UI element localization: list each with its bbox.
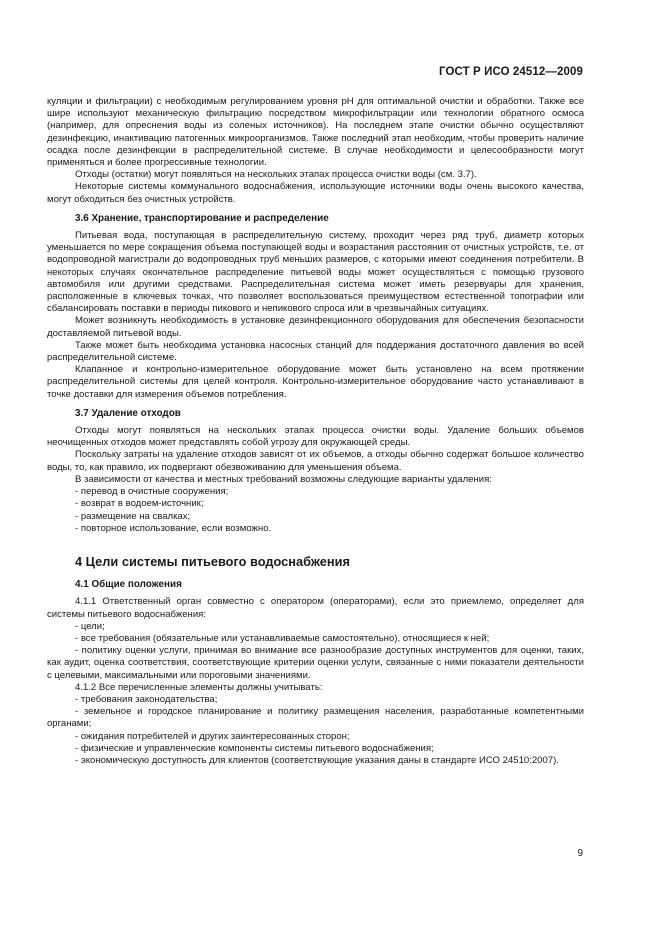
paragraph: 4.1.2 Все перечисленные элементы должны учитывать:: [75, 681, 323, 693]
page-number: 9: [577, 848, 583, 859]
paragraph: Может возникнуть необходимость в установке дезинфекционного оборудования для обеспечения безопасности доставляемой питьевой воды.: [47, 315, 584, 339]
paragraph: Некоторые системы коммунального водоснабжения, использующие источники воды очень высокого качества, могут обходиться без очистных устройств.: [47, 181, 584, 205]
paragraph: - политику оценки услуги, принимая во внимание все разнообразие доступных инструментов для оценки, таких, как аудит, оценка соответствия, соответствующие критерии оценки услуги, связанные с ними показатели деятельности с целевыми, максимальными или пороговыми значениями.: [47, 645, 584, 681]
list-item: - цели;: [75, 620, 105, 632]
section-heading: 3.6 Хранение, транспортирование и распределение: [75, 212, 329, 224]
paragraph: - земельное и городское планирование и политику размещения населения, разработанные компетентными органами;: [47, 706, 584, 730]
paragraph: Поскольку затраты на удаление отходов зависят от их объемов, а отходы обычно содержат большое количество воды, то, как правило, их подвергают обезвоживанию для уменьшения объема.: [47, 449, 584, 473]
paragraph: Клапанное и контрольно-измерительное оборудование может быть установлено на всем протяжении распределительной системы для целей контроля. Контрольно-измерительное оборудование часто устанавливают в точке доставки для измерения объемов потребления.: [47, 364, 584, 400]
paragraph: В зависимости от качества и местных требований возможны следующие варианты удаления:: [75, 473, 492, 485]
list-item: - размещение на свалках;: [75, 510, 191, 522]
list-item: - повторное использование, если возможно.: [75, 522, 272, 534]
section-heading: 4.1 Общие положения: [75, 579, 182, 591]
paragraph: Отходы (остатки) могут появляться на нескольких этапах процесса очистки воды (см. 3.7).: [75, 169, 477, 181]
chapter-heading: 4 Цели системы питьевого водоснабжения: [75, 553, 350, 569]
list-item: - требования законодательства;: [75, 693, 218, 705]
document-body: [47, 96, 584, 767]
paragraph: Также может быть необходима установка насосных станций для поддержания достаточного давления во всей распределительной системе.: [47, 339, 584, 364]
list-item: - возврат в водоем-источник;: [75, 498, 204, 510]
section-heading: 3.7 Удаление отходов: [75, 407, 181, 419]
paragraph: - экономическую доступность для клиентов (соответствующие указания даны в стандарте ИСО 24510:2007).: [75, 754, 559, 766]
paragraph: куляции и фильтрации) с необходимым регулированием уровня pH для оптимальной очистки и обработки. Также все шире используют механическую фильтрацию посредством микрофильтрации или технологии обратного осмоса (например, для опреснения воды из соленых источников). На последнем этапе очистки обычно осуществляют дезинфекцию, инактивацию патогенных микроорганизмов. Также последний этап необходим, чтобы проверить наличие осадка после дезинфекции в распределительной системе. В случае необходимости и целесообразности могут применяться и более прогрессивные технологии.: [47, 96, 584, 169]
list-item: - физические и управленческие компоненты системы питьевого водоснабжения;: [75, 742, 434, 754]
paragraph: Отходы могут появляться на нескольких этапах процесса очистки воды. Удаление больших объемов неочищенных отходов может представлять собой угрозу для окружающей среды.: [47, 425, 584, 449]
list-item: - перевод в очистные сооружения;: [75, 486, 229, 498]
paragraph: - все требования (обязательные или устанавливаемые самостоятельно), относящиеся к ней;: [75, 632, 490, 644]
paragraph: 4.1.1 Ответственный орган совместно с оператором (операторами), если это приемлемо, определяет для системы питьевого водоснабжения:: [47, 596, 584, 620]
list-item: - ожидания потребителей и других заинтересованных сторон;: [75, 730, 350, 742]
paragraph: Питьевая вода, поступающая в распределительную систему, проходит через ряд труб, диаметр которых уменьшается по мере сокращения объема поступающей воды и возрастания расстояния от очистных устройств, т.е. от водопроводной магистрали до водопроводных труб меньших размеров, с которыми имеют соединения потребители. В некоторых случаях окончательное распределение питьевой воды может осуществляться с помощью грузового автомобиля или другими средствами. Распределительная система может иметь резервуары для хранения, расположенные в ключевых точках, что позволяет воспользоваться преимуществом естественной топографии или сбалансировать поставки в периоды пикового и непикового спроса или в чрезвычайных ситуациях.: [47, 230, 584, 315]
standard-header: ГОСТ Р ИСО 24512—2009: [438, 66, 583, 78]
